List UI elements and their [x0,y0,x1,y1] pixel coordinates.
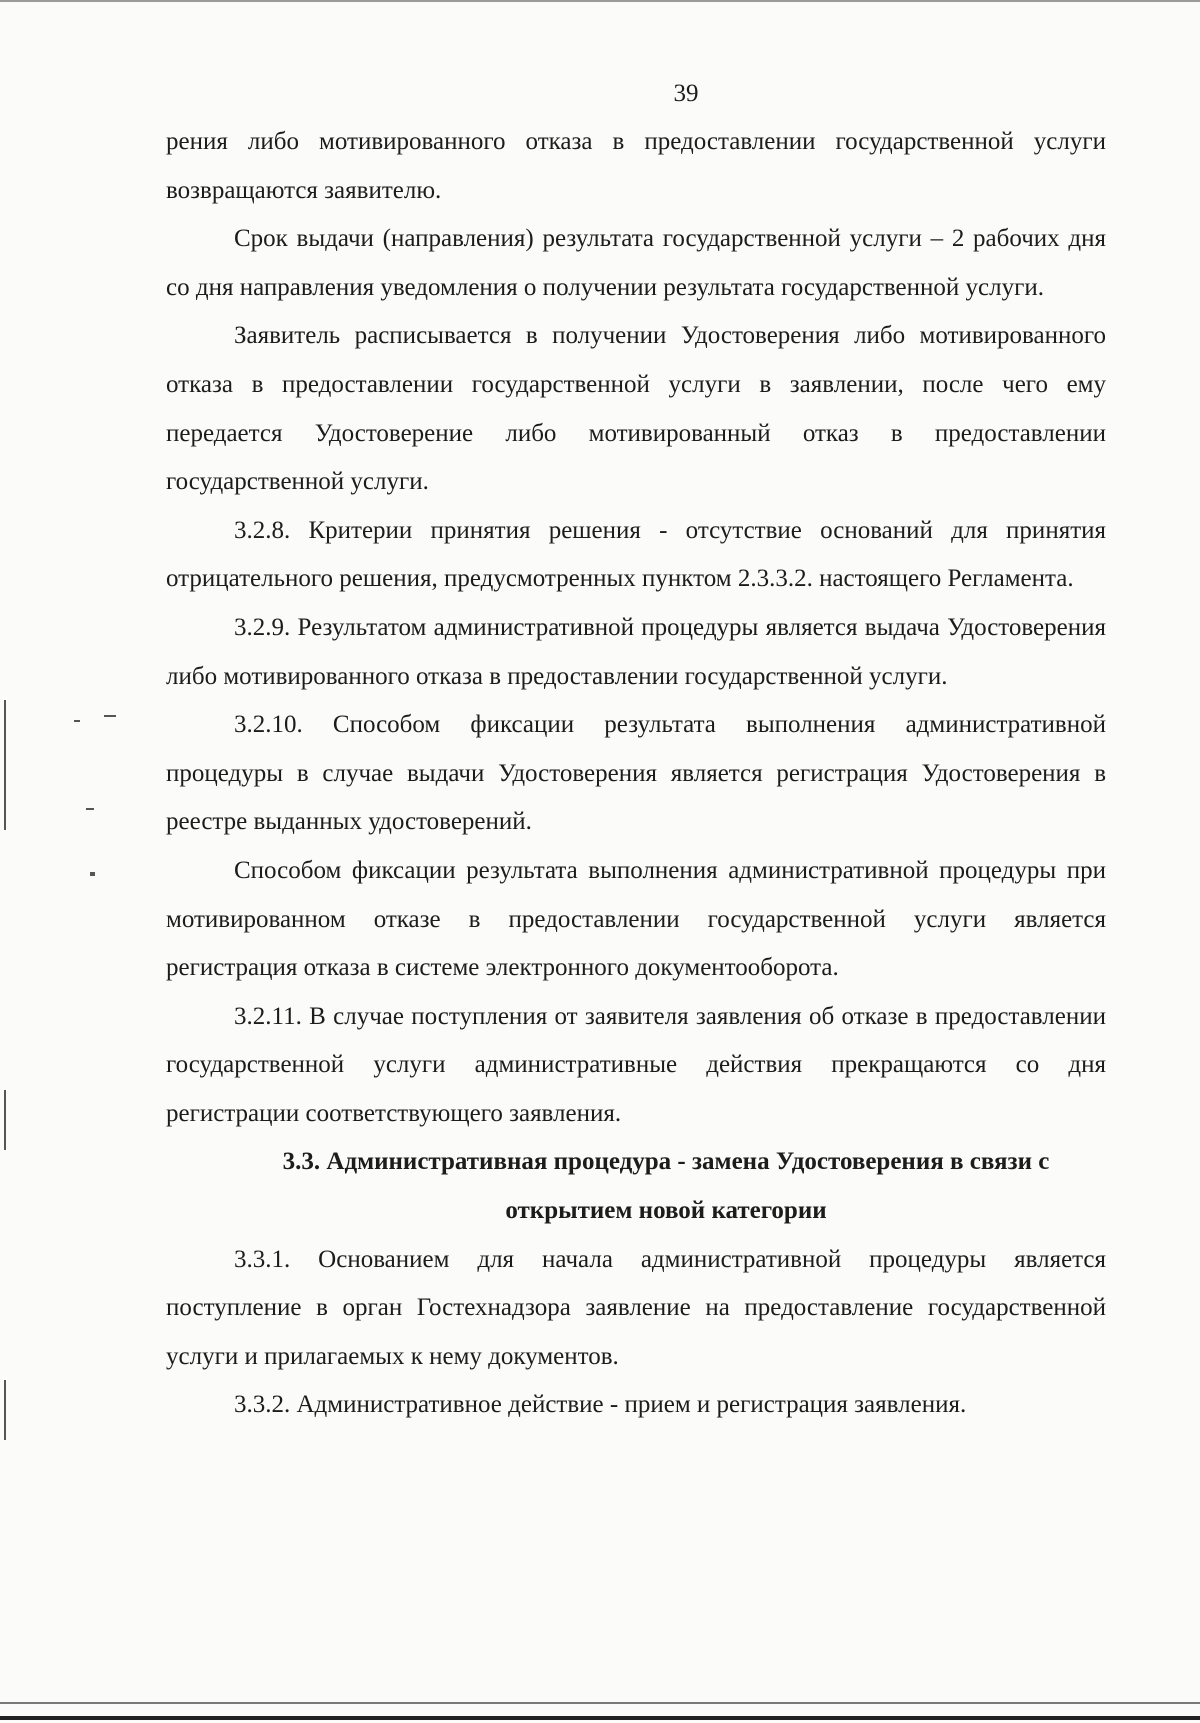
paragraph: Способом фиксации результата выполнения административной процедуры при мотивированном отказе в предоставлении государственной услуги является регистрация отказа в системе электронного документооборота. [166,856,1106,982]
paragraph: 3.2.8. Критерии принятия решения - отсутствие оснований для принятия отрицательного решения, предусмотренных пунктом 2.3.3.2. настоящего Регламента. [166,516,1106,593]
paragraph: 3.2.9. Результатом административной процедуры является выдача Удостоверения либо мотивированного отказа в предоставлении государственной услуги. [166,613,1106,690]
scan-mark [4,1090,6,1150]
scan-edge-bottom [0,1702,1200,1704]
scan-mark [4,700,6,830]
page-number: 39 [673,80,699,107]
paragraph: Заявитель расписывается в получении Удостоверения либо мотивированного отказа в предоставлении государственной услуги в заявлении, после чего ему передается Удостоверение либо мотивированный отказ в предоставлении государственной услуги. [166,322,1106,496]
scan-mark [90,872,95,876]
section-heading: 3.3. Административная процедура - замена Удостоверения в связи с открытием новой категории [282,1148,1050,1225]
scan-edge-bottom [0,1716,1200,1720]
scan-edge-top [0,0,1200,2]
paragraph: 3.2.11. В случае поступления от заявителя заявления об отказе в предоставлении государственной услуги административные действия прекращаются со дня регистрации соответствующего заявления. [166,1002,1106,1127]
paragraph: Срок выдачи (направления) результата государственной услуги – 2 рабочих дня со дня направления уведомления о получении результата государственной услуги. [166,225,1106,301]
paragraph: 3.3.2. Административное действие - прием и регистрация заявления. [234,1391,967,1419]
scan-mark [104,715,116,717]
scan-mark [4,1380,6,1440]
paragraph: 3.2.10. Способом фиксации результата выполнения административной процедуры в случае выдачи Удостоверения является регистрация Удостоверения в реестре выданных удостоверений. [166,711,1106,836]
paragraph: рения либо мотивированного отказа в предоставлении государственной услуги возвращаются заявителю. [166,128,1106,204]
scan-mark [74,720,80,722]
document-body [166,60,1106,1430]
scan-mark [86,808,94,810]
paragraph: 3.3.1. Основанием для начала административной процедуры является поступление в орган Гостехнадзора заявление на предоставление государственной услуги и прилагаемых к нему документов. [166,1245,1106,1370]
